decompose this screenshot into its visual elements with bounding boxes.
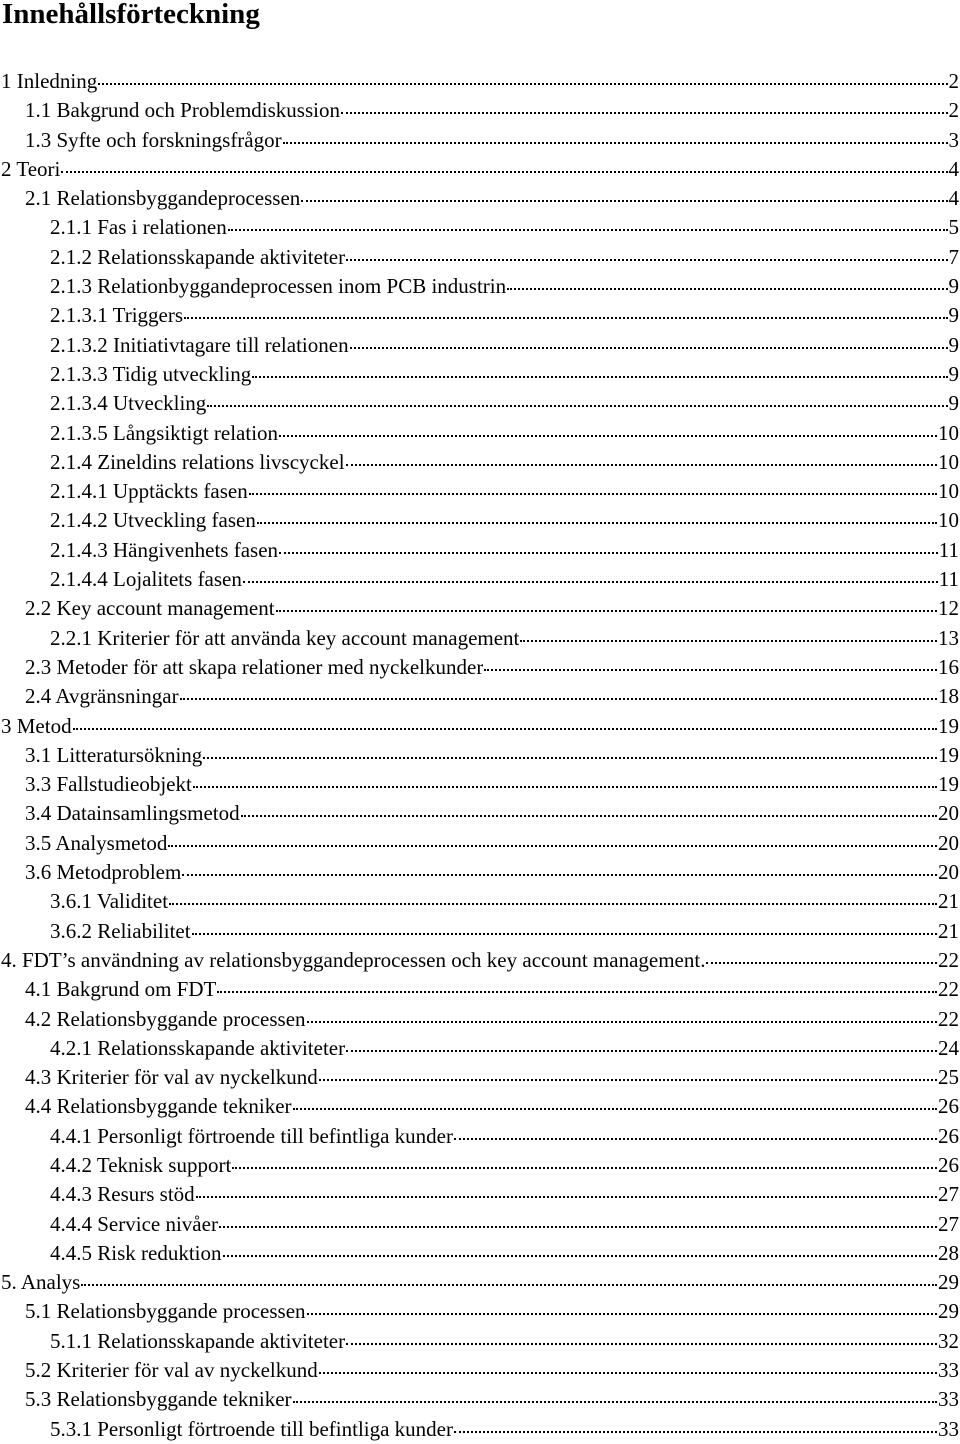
toc-entry-page-number: 29 [938, 1270, 959, 1295]
toc-entry-page-number: 20 [938, 830, 959, 855]
dot-leader [241, 813, 937, 817]
toc-entry-page-number: 3 [948, 127, 959, 152]
toc-entry[interactable] [0, 243, 960, 272]
toc-entry-title: 4.4.4 Service nivåer [50, 1211, 218, 1236]
toc-entry-page-number: 10 [938, 420, 959, 445]
toc-entry-page-number: 33 [938, 1416, 959, 1441]
toc-entry-title: 5.1 Relationsbyggande processen [25, 1299, 306, 1324]
dot-leader [279, 433, 937, 437]
toc-entry[interactable] [0, 741, 960, 770]
toc-entry[interactable] [0, 1034, 960, 1063]
toc-entry-page-number: 2 [948, 98, 959, 123]
toc-entry-title: 1.3 Syfte och forskningsfrågor [25, 127, 282, 152]
toc-entry-title: 1.1 Bakgrund och Problemdiskussion [25, 98, 340, 123]
toc-entry[interactable] [0, 799, 960, 828]
dot-leader [184, 315, 947, 319]
toc-entry[interactable] [0, 360, 960, 389]
toc-entry[interactable] [0, 1385, 960, 1414]
toc-entry[interactable] [0, 1063, 960, 1092]
toc-entry-title: 2.2.1 Kriterier för att använda key account management [50, 625, 520, 650]
toc-entry[interactable] [0, 67, 960, 96]
toc-entry-page-number: 21 [938, 889, 959, 914]
toc-entry-page-number: 9 [948, 391, 959, 416]
dot-leader [182, 872, 937, 876]
toc-entry-page-number: 24 [938, 1035, 959, 1060]
dot-leader [276, 608, 937, 612]
dot-leader [301, 198, 947, 202]
toc-entry-page-number: 22 [938, 977, 959, 1002]
toc-entry-page-number: 27 [938, 1211, 959, 1236]
toc-entry-page-number: 9 [948, 303, 959, 328]
dot-leader [454, 1429, 937, 1433]
toc-entry[interactable] [0, 126, 960, 155]
toc-entry-page-number: 18 [938, 684, 959, 709]
dot-leader [293, 1399, 937, 1403]
toc-entry-title: 3.6.1 Validitet [50, 889, 169, 914]
toc-entry-title: 2.1.3.4 Utveckling [50, 391, 207, 416]
dot-leader [219, 1224, 937, 1228]
toc-entry-page-number: 4 [948, 156, 959, 181]
toc-entry-title: 2.1.4.1 Upptäckts fasen [50, 479, 248, 504]
toc-entry-title: 4.4.2 Teknisk support [50, 1152, 232, 1177]
toc-entry-page-number: 20 [938, 860, 959, 885]
table-of-contents [0, 67, 960, 1444]
toc-entry[interactable] [0, 536, 960, 565]
toc-entry-page-number: 11 [938, 567, 959, 592]
toc-entry-page-number: 11 [938, 537, 959, 562]
dot-leader [283, 140, 948, 144]
toc-entry-title: 3.3 Fallstudieobjekt [25, 772, 192, 797]
toc-entry-page-number: 19 [938, 772, 959, 797]
toc-entry-title: 2.1.4.4 Lojalitets fasen [50, 567, 242, 592]
toc-entry-page-number: 12 [938, 596, 959, 621]
toc-entry-title: 2.1.3 Relationbyggandeprocessen inom PCB industrin [50, 274, 507, 299]
dot-leader [232, 1165, 937, 1169]
dot-leader [706, 960, 937, 964]
toc-entry-page-number: 10 [938, 449, 959, 474]
toc-entry-title: 4.4 Relationsbyggande tekniker [25, 1094, 292, 1119]
dot-leader [207, 403, 947, 407]
toc-entry-page-number: 9 [948, 361, 959, 386]
toc-entry-title: 4.2.1 Relationsskapande aktiviteter [50, 1035, 346, 1060]
toc-entry-page-number: 4 [948, 186, 959, 211]
toc-entry[interactable] [0, 477, 960, 506]
toc-entry[interactable] [0, 624, 960, 653]
toc-entry-title: 4.3 Kriterier för val av nyckelkund [25, 1065, 318, 1090]
toc-entry[interactable] [0, 1092, 960, 1121]
toc-entry-title: 2.1.4.3 Hängivenhets fasen [50, 537, 279, 562]
toc-entry-title: 2.1.4.2 Utveckling fasen [50, 508, 256, 533]
dot-leader [217, 989, 937, 993]
toc-entry-page-number: 26 [938, 1094, 959, 1119]
dot-leader [81, 1282, 937, 1286]
dot-leader [484, 667, 937, 671]
toc-entry[interactable] [0, 1356, 960, 1385]
toc-entry-title: 2.4 Avgränsningar [25, 684, 179, 709]
dot-leader [319, 1370, 937, 1374]
toc-entry-page-number: 19 [938, 713, 959, 738]
toc-entry-page-number: 9 [948, 274, 959, 299]
dot-leader [193, 784, 937, 788]
toc-entry-title: 5.3 Relationsbyggande tekniker [25, 1387, 292, 1412]
dot-leader [520, 638, 937, 642]
toc-entry-page-number: 26 [938, 1123, 959, 1148]
toc-entry-title: 2.1.1 Fas i relationen [50, 215, 227, 240]
toc-entry[interactable] [0, 419, 960, 448]
toc-entry-page-number: 32 [938, 1328, 959, 1353]
toc-entry-title: 4. FDT’s användning av relationsbyggandeprocessen och key account management. [1, 947, 706, 972]
toc-entry[interactable] [0, 1151, 960, 1180]
toc-entry-title: 2.1 Relationsbyggandeprocessen [25, 186, 301, 211]
toc-entry[interactable] [0, 272, 960, 301]
toc-entry-page-number: 5 [948, 215, 959, 240]
toc-entry[interactable] [0, 155, 960, 184]
toc-entry[interactable] [0, 682, 960, 711]
page-title: Innehållsförteckning [2, 0, 260, 30]
toc-entry-page-number: 13 [938, 625, 959, 650]
dot-leader [168, 843, 937, 847]
toc-entry-title: 3.5 Analysmetod [25, 830, 168, 855]
dot-leader [279, 550, 938, 554]
toc-entry-page-number: 26 [938, 1152, 959, 1177]
toc-entry-page-number: 21 [938, 918, 959, 943]
toc-entry-title: 4.4.5 Risk reduktion [50, 1240, 222, 1265]
toc-entry-title: 5. Analys [1, 1270, 81, 1295]
toc-entry-title: 3 Metod [1, 713, 72, 738]
toc-entry-page-number: 10 [938, 508, 959, 533]
dot-leader [196, 1194, 937, 1198]
dot-leader [249, 491, 937, 495]
toc-entry[interactable] [0, 975, 960, 1004]
dot-leader [307, 1311, 937, 1315]
dot-leader [98, 81, 947, 85]
toc-entry[interactable] [0, 1327, 960, 1356]
dot-leader [346, 257, 947, 261]
toc-entry-page-number: 33 [938, 1358, 959, 1383]
toc-entry-title: 2.1.3.3 Tidig utveckling [50, 361, 252, 386]
toc-entry[interactable] [0, 389, 960, 418]
dot-leader [341, 110, 948, 114]
toc-entry[interactable] [0, 1180, 960, 1209]
toc-entry[interactable] [0, 594, 960, 623]
toc-entry-page-number: 22 [938, 1006, 959, 1031]
toc-entry[interactable] [0, 1239, 960, 1268]
toc-entry[interactable] [0, 858, 960, 887]
toc-entry-title: 2.1.3.2 Initiativtagare till relationen [50, 332, 349, 357]
toc-entry-page-number: 2 [948, 69, 959, 93]
toc-entry-page-number: 10 [938, 479, 959, 504]
dot-leader [307, 1019, 937, 1023]
toc-entry[interactable] [0, 712, 960, 741]
toc-entry-title: 4.4.3 Resurs stöd [50, 1182, 195, 1207]
dot-leader [346, 1048, 937, 1052]
dot-leader [257, 520, 937, 524]
toc-entry[interactable] [0, 1122, 960, 1151]
toc-entry[interactable] [0, 301, 960, 330]
toc-entry-title: 2.1.4 Zineldins relations livscyckel [50, 449, 345, 474]
toc-entry[interactable] [0, 184, 960, 213]
toc-entry-title: 5.3.1 Personligt förtroende till befintliga kunder [50, 1416, 453, 1441]
toc-entry[interactable] [0, 887, 960, 916]
toc-entry-page-number: 19 [938, 742, 959, 767]
toc-entry[interactable] [0, 1415, 960, 1444]
dot-leader [252, 374, 947, 378]
toc-entry[interactable] [0, 946, 960, 975]
dot-leader [228, 227, 948, 231]
toc-entry-title: 3.1 Litteratursökning [25, 742, 203, 767]
toc-entry-title: 3.4 Datainsamlingsmetod [25, 801, 240, 826]
toc-entry[interactable] [0, 506, 960, 535]
toc-entry-page-number: 33 [938, 1387, 959, 1412]
toc-entry-title: 2.1.2 Relationsskapande aktiviteter [50, 244, 346, 269]
toc-entry[interactable] [0, 1005, 960, 1034]
dot-leader [73, 726, 937, 730]
toc-entry-page-number: 7 [948, 244, 959, 269]
toc-entry-title: 5.1.1 Relationsskapande aktiviteter [50, 1328, 346, 1353]
toc-entry[interactable] [0, 1210, 960, 1239]
toc-entry-page-number: 22 [938, 947, 959, 972]
toc-entry-title: 3.6.2 Reliabilitet [50, 918, 191, 943]
toc-entry-title: 4.1 Bakgrund om FDT [25, 977, 217, 1002]
toc-entry[interactable] [0, 1297, 960, 1326]
toc-entry[interactable] [0, 331, 960, 360]
toc-entry-title: 2.1.3.1 Triggers [50, 303, 184, 328]
toc-entry-title: 4.4.1 Personligt förtroende till befintliga kunder [50, 1123, 453, 1148]
toc-entry-title: 4.2 Relationsbyggande processen [25, 1006, 306, 1031]
dot-leader [319, 1077, 937, 1081]
dot-leader [169, 901, 937, 905]
toc-entry-page-number: 29 [938, 1299, 959, 1324]
dot-leader [223, 1253, 938, 1257]
dot-leader [243, 579, 938, 583]
toc-entry-title: 3.6 Metodproblem [25, 860, 182, 885]
toc-entry[interactable] [0, 96, 960, 125]
dot-leader [180, 696, 937, 700]
toc-entry-page-number: 9 [948, 332, 959, 357]
toc-entry-title: 2 Teori [1, 156, 61, 181]
toc-entry[interactable] [0, 213, 960, 242]
toc-entry-page-number: 20 [938, 801, 959, 826]
dot-leader [346, 462, 937, 466]
toc-entry[interactable] [0, 653, 960, 682]
toc-entry-title: 2.3 Metoder för att skapa relationer med nyckelkunder [25, 654, 484, 679]
toc-entry-page-number: 25 [938, 1065, 959, 1090]
toc-entry-page-number: 28 [938, 1240, 959, 1265]
dot-leader [293, 1106, 937, 1110]
dot-leader [454, 1136, 937, 1140]
toc-entry-page-number: 27 [938, 1182, 959, 1207]
toc-entry[interactable] [0, 829, 960, 858]
dot-leader [507, 286, 947, 290]
toc-entry[interactable] [0, 565, 960, 594]
toc-entry-title: 1 Inledning [1, 69, 98, 93]
dot-leader [350, 345, 948, 349]
toc-entry-page-number: 16 [938, 654, 959, 679]
toc-entry-title: 5.2 Kriterier för val av nyckelkund [25, 1358, 318, 1383]
dot-leader [192, 931, 937, 935]
dot-leader [203, 755, 937, 759]
toc-entry[interactable] [0, 448, 960, 477]
toc-entry[interactable] [0, 917, 960, 946]
dot-leader [61, 169, 947, 173]
dot-leader [346, 1341, 937, 1345]
toc-entry-title: 2.1.3.5 Långsiktigt relation [50, 420, 279, 445]
toc-entry[interactable] [0, 770, 960, 799]
toc-entry-title: 2.2 Key account management [25, 596, 275, 621]
toc-entry[interactable] [0, 1268, 960, 1297]
